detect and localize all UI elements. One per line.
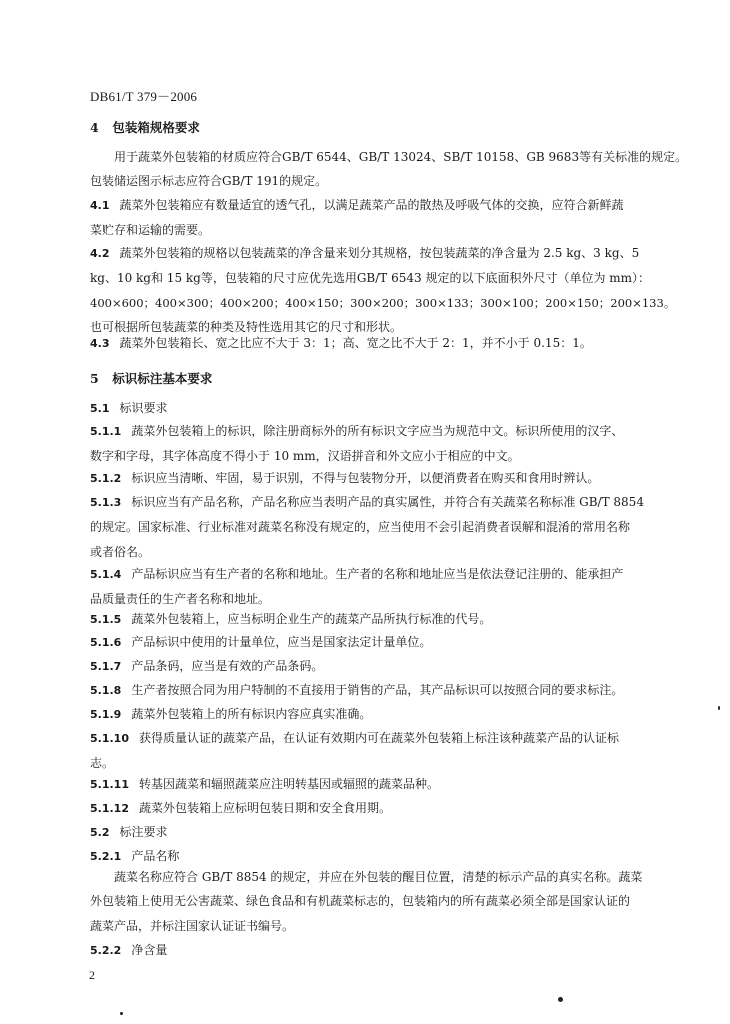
clause-number: 5.1.6: [90, 636, 122, 649]
clause-4-3: [90, 331, 650, 356]
clause-5-2-2-heading: [90, 941, 167, 958]
clause-title: 产品名称: [131, 849, 180, 863]
text-line: 获得质量认证的蔬菜产品，在认证有效期内可在蔬菜外包装箱上标注该种蔬菜产品的认证标: [138, 731, 619, 745]
text-line: 蔬菜名称应符合 GB/T 8854 的规定，并应在外包装的醒目位置，清楚的标示产品的真实名称。蔬菜: [114, 870, 643, 884]
clause-5-1-5: [90, 607, 650, 632]
clause-number: 5.1.11: [90, 778, 129, 791]
text-line: 或者俗名。: [90, 544, 151, 559]
clause-5-1-4: [90, 562, 650, 612]
section-5-heading: [90, 369, 212, 387]
clause-5-1-11: [90, 772, 650, 797]
section-number: 5: [90, 371, 99, 386]
text-line: 生产者按照合同为用户特制的不直接用于销售的产品，其产品标识可以按照合同的要求标注。: [131, 683, 624, 697]
text-line: 蔬菜外包装箱上的标识，除注册商标外的所有标识文字应当为规范中文。标识所使用的汉字、: [131, 424, 624, 438]
clause-5-2-1-text: [90, 865, 650, 938]
clause-number: 5.1.5: [90, 613, 122, 626]
text-line: 标识应当清晰、牢固，易于识别，不得与包装物分开，以便消费者在购买和食用时辨认。: [131, 471, 600, 485]
section-title: 包装箱规格要求: [112, 120, 200, 135]
section-4-intro: [90, 145, 688, 194]
clause-5-1-9: [90, 702, 650, 727]
text-line: 志。: [90, 756, 115, 771]
clause-number: 4.3: [90, 337, 110, 350]
clause-number: 5.1.12: [90, 802, 129, 815]
clause-number: 5.1.4: [90, 568, 122, 581]
clause-5-1-6: [90, 630, 650, 655]
section-4-heading: [90, 118, 200, 136]
text-line: 蔬菜外包装箱上应标明包装日期和安全食用期。: [138, 801, 391, 815]
text-line: 转基因蔬菜和辐照蔬菜应注明转基因或辐照的蔬菜品种。: [138, 777, 439, 791]
clause-5-1-8: [90, 678, 650, 703]
text-line: 包装储运图示标志应符合GB/T 191的规定。: [90, 174, 328, 189]
clause-number: 4.1: [90, 199, 110, 212]
clause-title: 净含量: [131, 943, 168, 957]
text-line: 蔬菜外包装箱的规格以包装蔬菜的净含量来划分其规格，按包装蔬菜的净含量为 2.5 kg、3 kg、5: [119, 246, 640, 260]
section-number: 4: [90, 120, 99, 135]
scan-speck: [120, 1012, 123, 1015]
clause-5-1-7: [90, 654, 650, 679]
text-line: kg、10 kg和 15 kg等，包装箱的尺寸应优先选用GB/T 6543 规定的以下底面积外尺寸（单位为 mm）：: [90, 271, 651, 286]
clause-5-2-1-heading: [90, 847, 179, 864]
clause-number: 5.1: [90, 402, 110, 415]
clause-5-1-2: [90, 466, 650, 491]
text-line: 蔬菜产品，并标注国家认证证书编号。: [90, 918, 295, 933]
text-line: 用于蔬菜外包装箱的材质应符合GB/T 6544、GB/T 13024、SB/T 10158、GB 9683等有关标准的规定。: [114, 150, 688, 164]
text-line: 蔬菜外包装箱应有数量适宜的透气孔，以满足蔬菜产品的散热及呼吸气体的交换，应符合新鲜蔬: [119, 198, 624, 212]
text-line: 蔬菜外包装箱上的所有标识内容应真实准确。: [131, 707, 372, 721]
scan-speck: [558, 997, 563, 1002]
clause-5-1-1: [90, 419, 650, 469]
clause-number: 5.2: [90, 826, 110, 839]
clause-number: 4.2: [90, 247, 110, 260]
clause-number: 5.1.8: [90, 684, 122, 697]
clause-number: 5.1.10: [90, 732, 129, 745]
clause-number: 5.1.2: [90, 472, 122, 485]
clause-number: 5.1.9: [90, 708, 122, 721]
text-line: 菜贮存和运输的需要。: [90, 223, 211, 238]
text-line: 外包装箱上使用无公害蔬菜、绿色食品和有机蔬菜标志的，包装箱内的所有蔬菜必须全部是国家认证的: [90, 894, 631, 909]
clause-5-1-3: [90, 490, 650, 564]
clause-number: 5.2.2: [90, 944, 122, 957]
clause-number: 5.2.1: [90, 850, 122, 863]
clause-5-2-heading: [90, 823, 168, 840]
text-line: 的规定。国家标准、行业标准对蔬菜名称没有规定的，应当使用不会引起消费者误解和混淆的常用名称: [90, 520, 631, 535]
clause-title: 标注要求: [119, 825, 168, 839]
text-line: 数字和字母，其字体高度不得小于 10 mm，汉语拼音和外文应小于相应的中文。: [90, 449, 520, 464]
clause-number: 5.1.7: [90, 660, 122, 673]
section-title: 标识标注基本要求: [112, 371, 213, 386]
text-line: 产品标识中使用的计量单位，应当是国家法定计量单位。: [131, 635, 432, 649]
clause-number: 5.1.3: [90, 496, 122, 509]
text-line: 蔬菜外包装箱长、宽之比应不大于 3：1；高、宽之比不大于 2：1，并不小于 0.15：1。: [119, 336, 592, 350]
clause-5-1-12: [90, 796, 650, 821]
text-line: 品质量责任的生产者名称和地址。: [90, 592, 271, 607]
clause-4-2: [90, 241, 676, 339]
clause-title: 标识要求: [119, 401, 168, 415]
text-line: 产品条码，应当是有效的产品条码。: [131, 659, 324, 673]
text-line: 400×600；400×300；400×200；400×150；300×200；300×133；300×100；200×150；200×133。: [90, 295, 676, 310]
scan-speck: [718, 706, 720, 710]
text-line: 蔬菜外包装箱上，应当标明企业生产的蔬菜产品所执行标准的代号。: [131, 612, 492, 626]
text-line: 标识应当有产品名称，产品名称应当表明产品的真实属性，并符合有关蔬菜名称标准 GB/T 8854: [131, 495, 644, 509]
clause-number: 5.1.1: [90, 425, 122, 438]
clause-5-1-10: [90, 726, 650, 776]
clause-5-1-heading: [90, 399, 168, 416]
document-code: DB61/T 379－2006: [90, 89, 198, 104]
text-line: 产品标识应当有生产者的名称和地址。生产者的名称和地址应当是依法登记注册的、能承担产: [131, 567, 624, 581]
text-line: 也可根据所包装蔬菜的种类及特性选用其它的尺寸和形状。: [90, 319, 403, 334]
page-number: 2: [89, 968, 95, 982]
clause-4-1: [90, 193, 650, 243]
